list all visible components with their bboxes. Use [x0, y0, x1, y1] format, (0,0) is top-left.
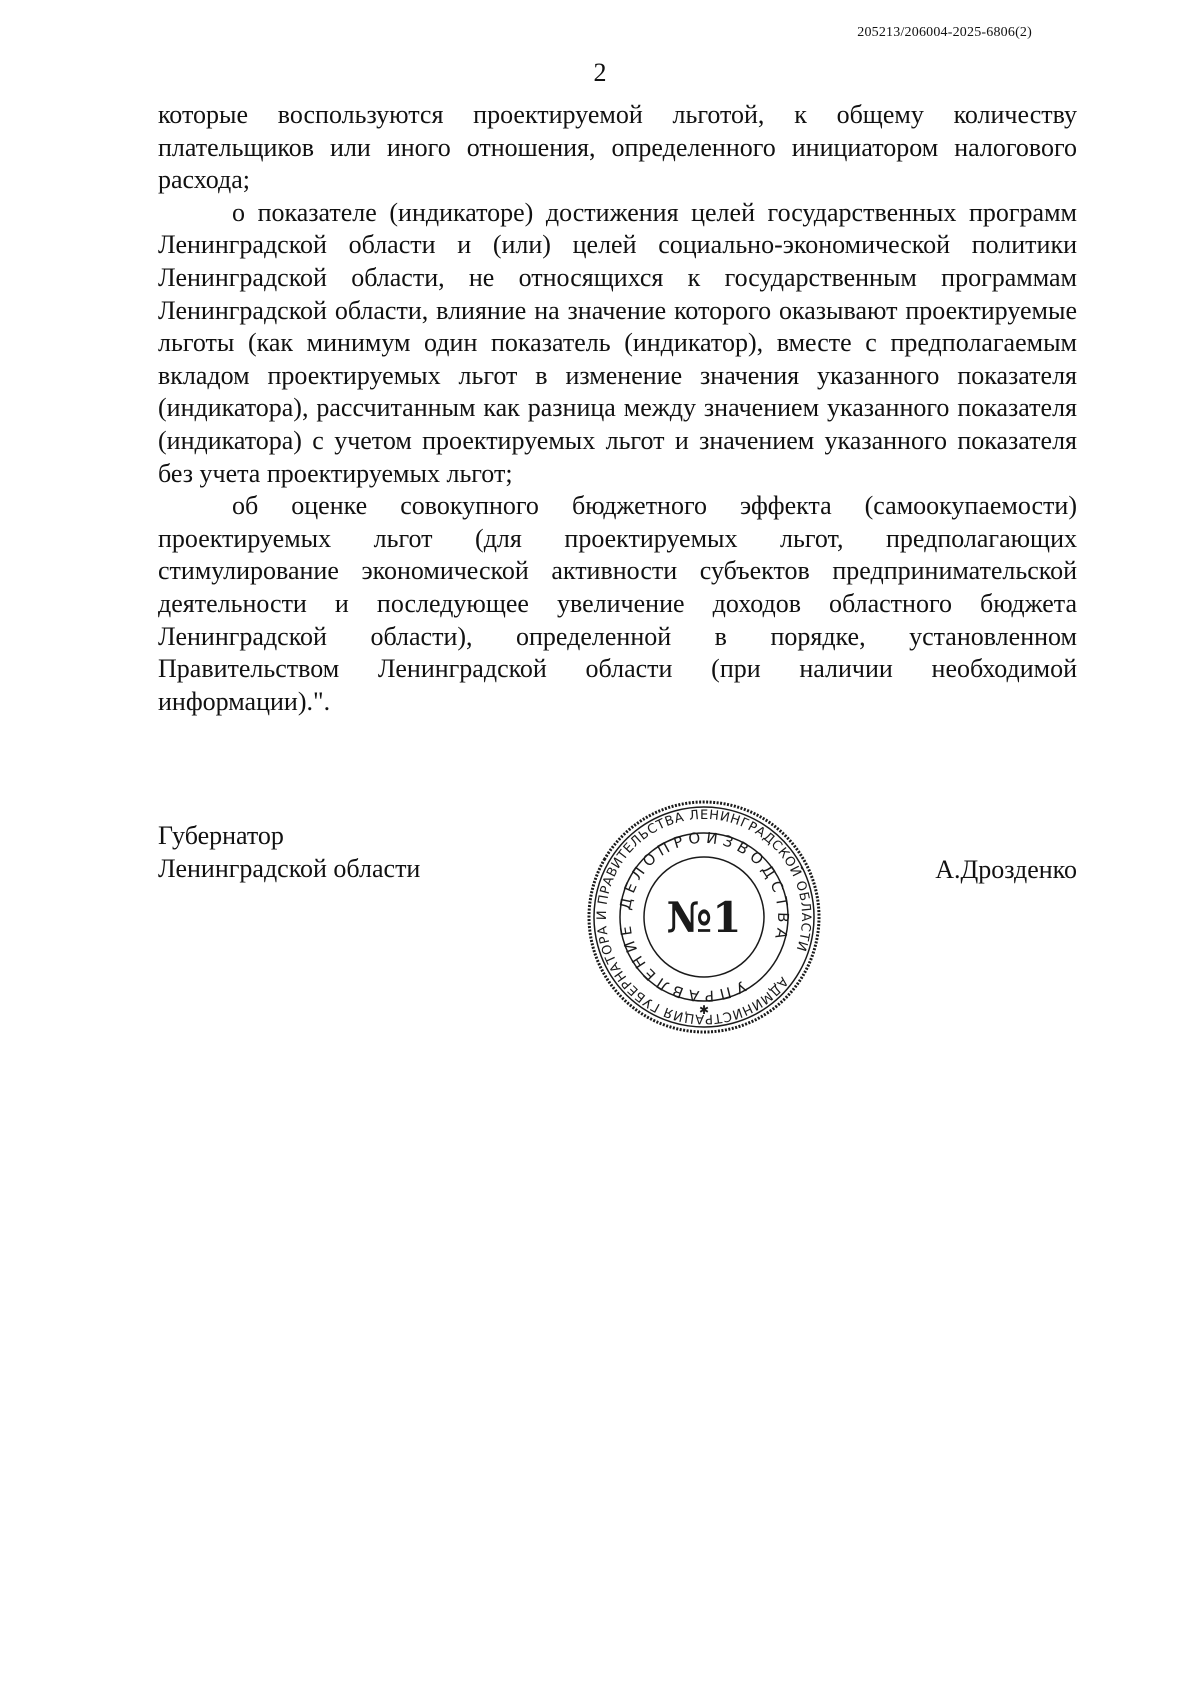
signatory-position-line: Губернатор	[158, 821, 284, 850]
signatory-title	[158, 820, 420, 885]
signatory-name: А.Дрозденко	[935, 855, 1077, 884]
body-paragraph: которые воспользуются проектируемой льготой, к общему количеству плательщиков или иного отношения, определенного инициатором налогового расхода;	[158, 100, 1077, 195]
seal-center-number: №1	[666, 893, 742, 942]
page-number: 2	[593, 58, 607, 87]
document-body	[158, 99, 1077, 718]
document-registration-number: 205213/206004-2025-6806(2)	[857, 25, 1032, 40]
seal-star-icon: ✱	[698, 1003, 710, 1017]
signatory-region-line: Ленинградской области	[158, 853, 421, 883]
body-paragraph: об оценке совокупного бюджетного эффекта (самоокупаемости) проектируемых льгот (для проектируемых льгот, предполагающих стимулирование экономической активности субъектов предпринимательской деятельности и последующее увеличение доходов областного бюджета Ленинградской области), определенной в порядке, установленном Правительством Ленинградской области (при наличии необходимой информации).".	[158, 491, 1077, 716]
official-seal-stamp	[586, 799, 822, 1035]
seal-inner-text: УПРАВЛЕНИЕ ДЕЛОПРОИЗВОДСТВА	[615, 828, 793, 1006]
body-paragraph: о показателе (индикаторе) достижения целей государственных программ Ленинградской области и (или) целей социально-экономической политики Ленинградской области, не относящихся к государственным программам Ленинградской области, влияние на значение которого оказывают проектируемые льготы (как минимум один показатель (индикатор), вместе с предполагаемым вкладом проектируемых льгот в изменение значения указанного показателя (индикатора), рассчитанным как разница между значением указанного показателя (индикатора) с учетом проектируемых льгот и значением указанного показателя без учета проектируемых льгот;	[158, 197, 1077, 488]
seal-outer-text: АДМИНИСТРАЦИЯ ГУБЕРНАТОРА И ПРАВИТЕЛЬСТВА ЛЕНИНГРАДСКОЙ ОБЛАСТИ	[594, 807, 814, 1027]
